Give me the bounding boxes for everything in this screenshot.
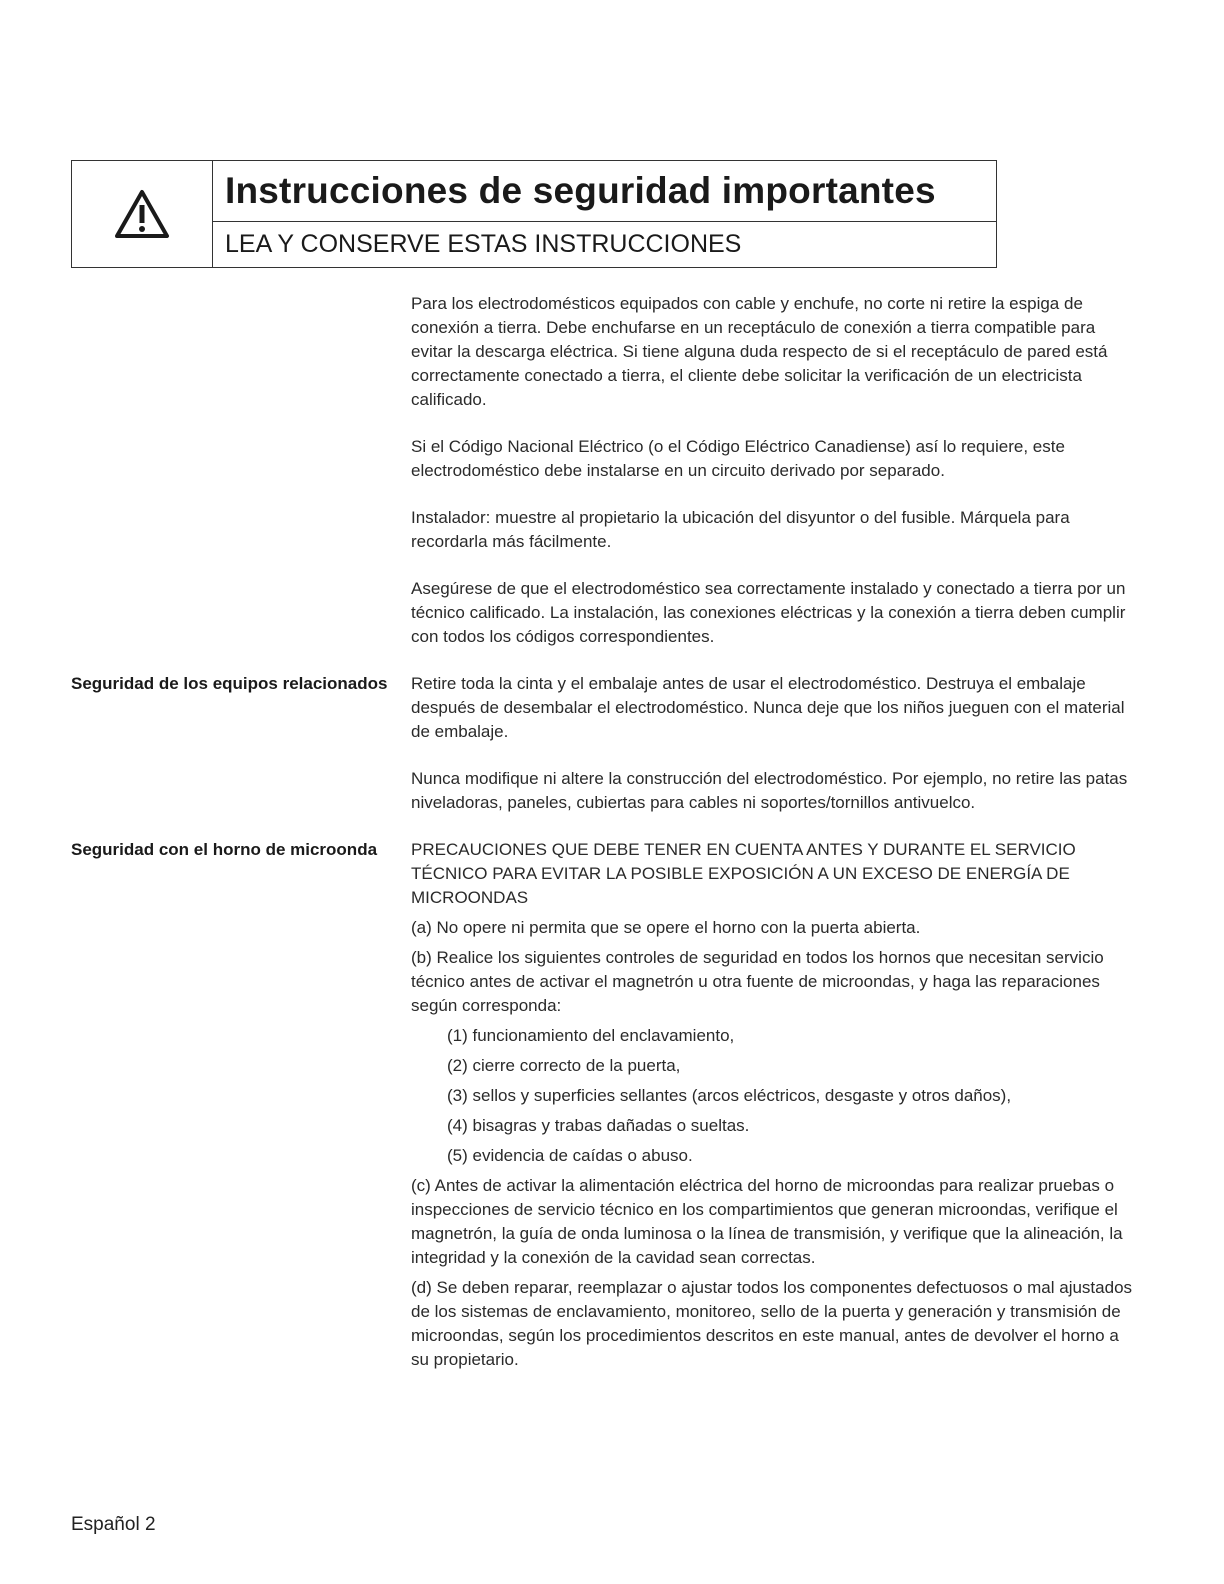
paragraph: Nunca modifique ni altere la construcción del electrodoméstico. Por ejemplo, no retire las patas niveladoras, paneles, cubiertas para cables ni soportes/tornillos antivuelco. bbox=[411, 769, 1128, 812]
equipment-section-label: Seguridad de los equipos relacionados bbox=[71, 674, 388, 693]
precautions-heading: PRECAUCIONES QUE DEBE TENER EN CUENTA ANTES Y DURANTE EL SERVICIO TÉCNICO PARA EVITAR LA POSIBLE EXPOSICIÓN A UN EXCESO DE ENERGÍA DE MICROONDAS bbox=[411, 840, 1076, 907]
item-d: (d) Se deben reparar, reemplazar o ajustar todos los componentes defectuosos o mal ajustados de los sistemas de enclavamiento, monitoreo, sello de la puerta y generación y transmisión de microondas, según los procedimientos descritos en este manual, antes de devolver el horno a su propietario. bbox=[411, 1278, 1133, 1369]
intro-section bbox=[71, 292, 1151, 672]
intro-side-label bbox=[71, 292, 411, 672]
page-subtitle: LEA Y CONSERVE ESTAS INSTRUCCIONES bbox=[225, 230, 742, 258]
check-item: (1) funcionamiento del enclavamiento, bbox=[447, 1026, 735, 1045]
icon-cell bbox=[72, 161, 213, 267]
paragraph: Para los electrodomésticos equipados con cable y enchufe, no corte ni retire la espiga de conexión a tierra. Debe enchufarse en un receptáculo de conexión a tierra compatible para evitar la descarga eléctrica. Si tiene alguna duda respecto de si el receptáculo de pared está correctamente conectado a tierra, el cliente debe solicitar la verificación de un electricista calificado. bbox=[411, 294, 1108, 409]
check-item: (4) bisagras y trabas dañadas o sueltas. bbox=[447, 1116, 750, 1135]
check-item: (2) cierre correcto de la puerta, bbox=[447, 1056, 681, 1075]
page-title: Instrucciones de seguridad importantes bbox=[213, 161, 996, 222]
paragraph: Asegúrese de que el electrodoméstico sea correctamente instalado y conectado a tierra por un técnico calificado. La instalación, las conexiones eléctricas y la conexión a tierra deben cumplir con todos los códigos correspondientes. bbox=[411, 579, 1126, 646]
header-box bbox=[71, 160, 997, 268]
item-b: (b) Realice los siguientes controles de seguridad en todos los hornos que necesitan servicio técnico antes de activar el magnetrón u otra fuente de microondas, y haga las reparaciones según corresponda: bbox=[411, 948, 1104, 1015]
content bbox=[71, 292, 1151, 1378]
item-a: (a) No opere ni permita que se opere el horno con la puerta abierta. bbox=[411, 918, 921, 937]
paragraph: Retire toda la cinta y el embalaje antes de usar el electrodoméstico. Destruya el embalaje después de desembalar el electrodoméstico. Nunca deje que los niños jueguen con el material de embalaje. bbox=[411, 674, 1125, 741]
title-cell bbox=[213, 161, 996, 267]
microwave-section bbox=[71, 838, 1151, 1378]
check-item: (5) evidencia de caídas o abuso. bbox=[447, 1146, 693, 1165]
intro-body bbox=[411, 292, 1141, 672]
equipment-section-body bbox=[411, 672, 1141, 838]
page-number: Español 2 bbox=[71, 1514, 156, 1535]
check-item: (3) sellos y superficies sellantes (arcos eléctricos, desgaste y otros daños), bbox=[447, 1086, 1012, 1105]
microwave-section-label: Seguridad con el horno de microonda bbox=[71, 840, 378, 859]
paragraph: Instalador: muestre al propietario la ubicación del disyuntor o del fusible. Márquela para recordarla más fácilmente. bbox=[411, 508, 1070, 551]
paragraph: Si el Código Nacional Eléctrico (o el Código Eléctrico Canadiense) así lo requiere, este electrodoméstico debe instalarse en un circuito derivado por separado. bbox=[411, 437, 1065, 480]
microwave-section-body bbox=[411, 838, 1141, 1378]
equipment-section bbox=[71, 672, 1151, 838]
item-c: (c) Antes de activar la alimentación eléctrica del horno de microondas para realizar pruebas o inspecciones de servicio técnico en los compartimientos que generan microondas, verifique el magnetrón, la guía de onda luminosa o la línea de transmisión, y verifique que la alineación, la integridad y la conexión de la cavidad sean correctas. bbox=[411, 1176, 1123, 1267]
warning-triangle-icon bbox=[113, 188, 171, 240]
